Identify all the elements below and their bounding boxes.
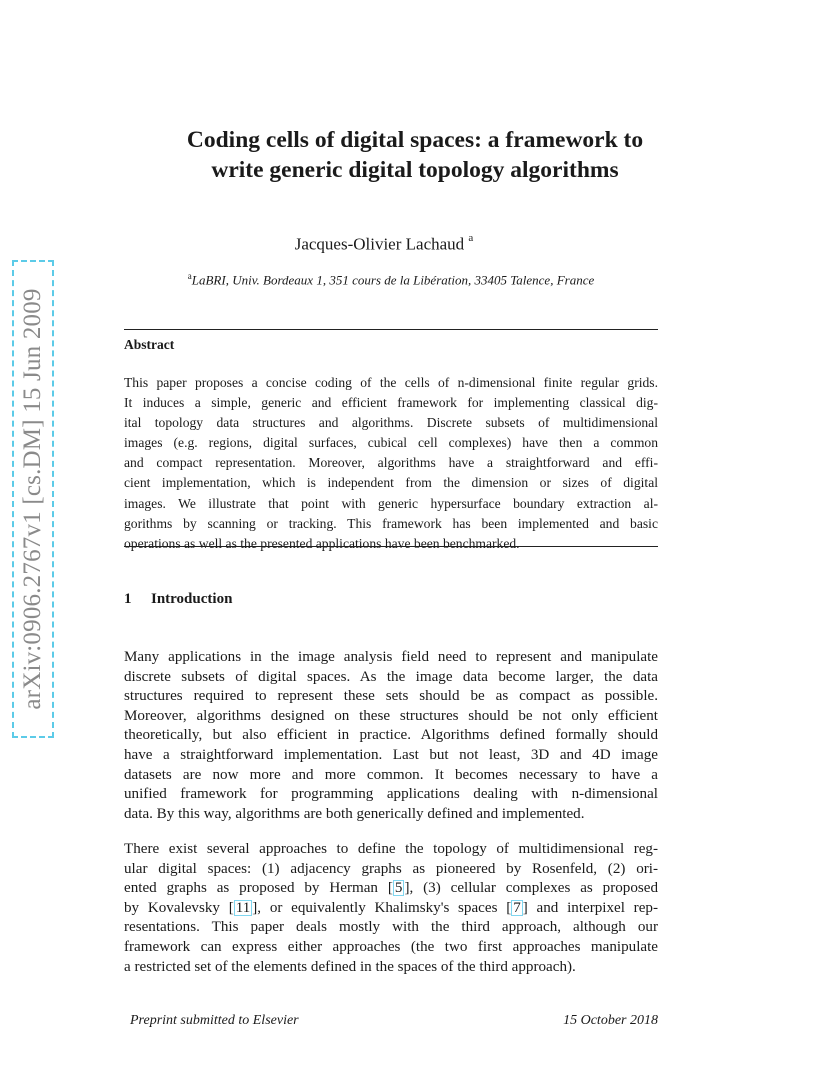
affiliation <box>100 271 682 288</box>
paragraph-line: a restricted set of the elements defined in the spaces of the third approach). <box>124 958 576 975</box>
abstract-line: and compact representation. Moreover, algorithms have a straightforward and effi- <box>124 455 658 471</box>
paragraph-line: resentations. This paper deals mostly with the third approach, although our <box>124 919 658 936</box>
abstract-heading: Abstract <box>124 337 175 352</box>
arxiv-identifier[interactable]: arXiv:0906.2767v1 [cs.DM] 15 Jun 2009 <box>19 288 46 710</box>
title-line: write generic digital topology algorithms <box>211 157 619 183</box>
abstract-line: cient implementation, which is independent from the dimension or sizes of digital <box>124 475 658 491</box>
paragraph-line: discrete subsets of digital spaces. As the image data become larger, the data <box>124 668 658 685</box>
abstract-line: ital topology data structures and algorithms. Discrete subsets of multidimensional <box>124 415 658 431</box>
abstract-line: images (e.g. regions, digital surfaces, cubical cell complexes) have then a common <box>124 435 658 451</box>
abstract-body <box>124 373 658 554</box>
abstract-line: operations as well as the presented applications have been benchmarked. <box>124 535 520 551</box>
title-line: Coding cells of digital spaces: a framework to <box>186 127 644 153</box>
paper-title <box>90 125 740 185</box>
paragraph-line: unified framework for programming applications dealing with n-dimensional <box>124 786 658 803</box>
section-number: 1 <box>124 591 132 607</box>
paragraph-line: ular digital spaces: (1) adjacency graphs as pioneered by Rosenfeld, (2) ori- <box>124 860 658 877</box>
abstract-line: It induces a simple, generic and efficient framework for implementing classical dig- <box>124 395 658 411</box>
abstract-line: gorithms by scanning or tracking. This framework has been implemented and basic <box>124 515 658 531</box>
author-name: Jacques-Olivier Lachaud <box>294 234 465 254</box>
paragraph-line: data. By this way, algorithms are both generically defined and implemented. <box>124 805 585 822</box>
affiliation-mark: a <box>187 271 192 281</box>
paragraph-line: theoretically, but also efficient in practice. Algorithms defined formally should <box>124 727 658 744</box>
paragraph-line: by Kovalevsky [ 11 ], or equivalently Khalimsky's spaces [ 7 ] and interpixel rep- <box>124 899 658 916</box>
paragraph-line: framework can express either approaches (the two first approaches manipulate <box>124 938 658 955</box>
paragraph-line: structures required to represent these sets should be as compact as possible. <box>124 688 658 705</box>
citation-link[interactable]: 7 <box>513 899 521 916</box>
paragraph-line: There exist several approaches to define the topology of multidimensional reg- <box>124 841 658 857</box>
footer-preprint-note: Preprint submitted to Elsevier <box>130 1013 299 1028</box>
arxiv-stamp <box>12 260 54 738</box>
abstract-line: This paper proposes a concise coding of the cells of n-dimensional finite regular grids. <box>124 375 658 390</box>
affiliation-text: LaBRI, Univ. Bordeaux 1, 351 cours de la Libération, 33405 Talence, France <box>191 272 595 288</box>
abstract-top-rule <box>124 329 658 330</box>
intro-paragraph-2 <box>124 840 658 977</box>
section-title: Introduction <box>151 591 233 607</box>
abstract-bottom-rule <box>124 546 658 547</box>
author <box>0 234 768 255</box>
paragraph-line: ented graphs as proposed by Herman [ 5 ], (3) cellular complexes as proposed <box>124 880 658 897</box>
paragraph-line: have a straightforward implementation. Last but not least, 3D and 4D image <box>124 746 658 763</box>
intro-paragraph-1 <box>124 648 658 824</box>
paragraph-line: Moreover, algorithms designed on these structures should be not only efficient <box>124 707 658 724</box>
section-heading <box>124 591 232 608</box>
citation-link[interactable]: 5 <box>394 880 403 897</box>
paragraph-line: datasets are now more and more common. It becomes necessary to have a <box>124 766 658 783</box>
paragraph-line: Many applications in the image analysis field need to represent and manipulate <box>124 649 658 665</box>
footer-date: 15 October 2018 <box>563 1013 658 1028</box>
citation-link[interactable]: 11 <box>235 899 251 916</box>
abstract-line: images. We illustrate that point with generic hypersurface boundary extraction al- <box>124 495 658 511</box>
author-affiliation-mark: a <box>468 232 474 244</box>
